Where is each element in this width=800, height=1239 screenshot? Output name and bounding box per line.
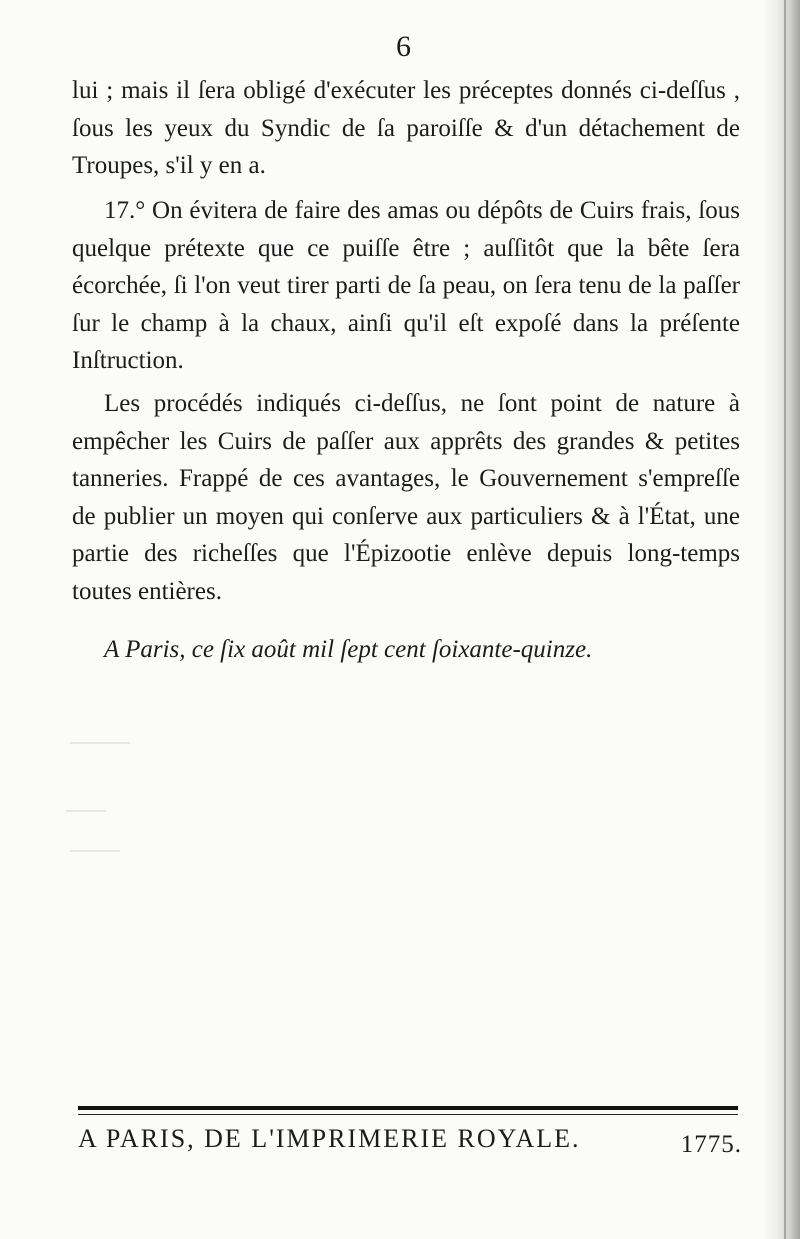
footer-rule-thin <box>78 1114 738 1115</box>
page-edge-line <box>784 0 786 1239</box>
bleed-through-mark <box>66 810 106 812</box>
dateline: A Paris, ce ſix août mil ſept cent ſoixante-quinze. <box>104 636 593 663</box>
footer-rule-thick <box>78 1106 738 1110</box>
printer-imprint <box>78 1122 742 1156</box>
imprint-text: A PARIS, DE L'IMPRIMERIE ROYALE. <box>78 1124 581 1153</box>
paragraph-conclusion: Les procédés indiqués ci-deſſus, ne ſont point de nature à empêcher les Cuirs de paſſer aux apprêts des grandes & petites tanneries. Frappé de ces avantages, le Gouvernement s'empreſſe de publier un moyen qui conſerve aux particuliers & à l'État, une partie des richeſſes que l'Épizootie enlève depuis long-temps toutes entières. <box>72 390 740 605</box>
paragraph-article-17: 17.° On évitera de faire des amas ou dépôts de Cuirs frais, ſous quelque prétexte que ce puiſſe être ; auſſitôt que la bête ſera écorchée, ſi l'on veut tirer parti de ſa peau, on ſera tenu de la paſſer ſur le champ à la chaux, ainſi qu'il eſt expoſé dans la préſente Inſtruction. <box>72 197 740 374</box>
page-edge-shadow <box>762 0 800 1239</box>
bleed-through-mark <box>70 850 120 852</box>
page-number: 6 <box>396 30 411 63</box>
imprint-year: 1775. <box>680 1131 742 1158</box>
bleed-through-mark <box>70 742 130 744</box>
paragraph-continuation: lui ; mais il ſera obligé d'exécuter les préceptes donnés ci-deſſus , ſous les yeux du Syndic de ſa paroiſſe & d'un détachement de Troupes, s'il y en a. <box>72 77 740 179</box>
